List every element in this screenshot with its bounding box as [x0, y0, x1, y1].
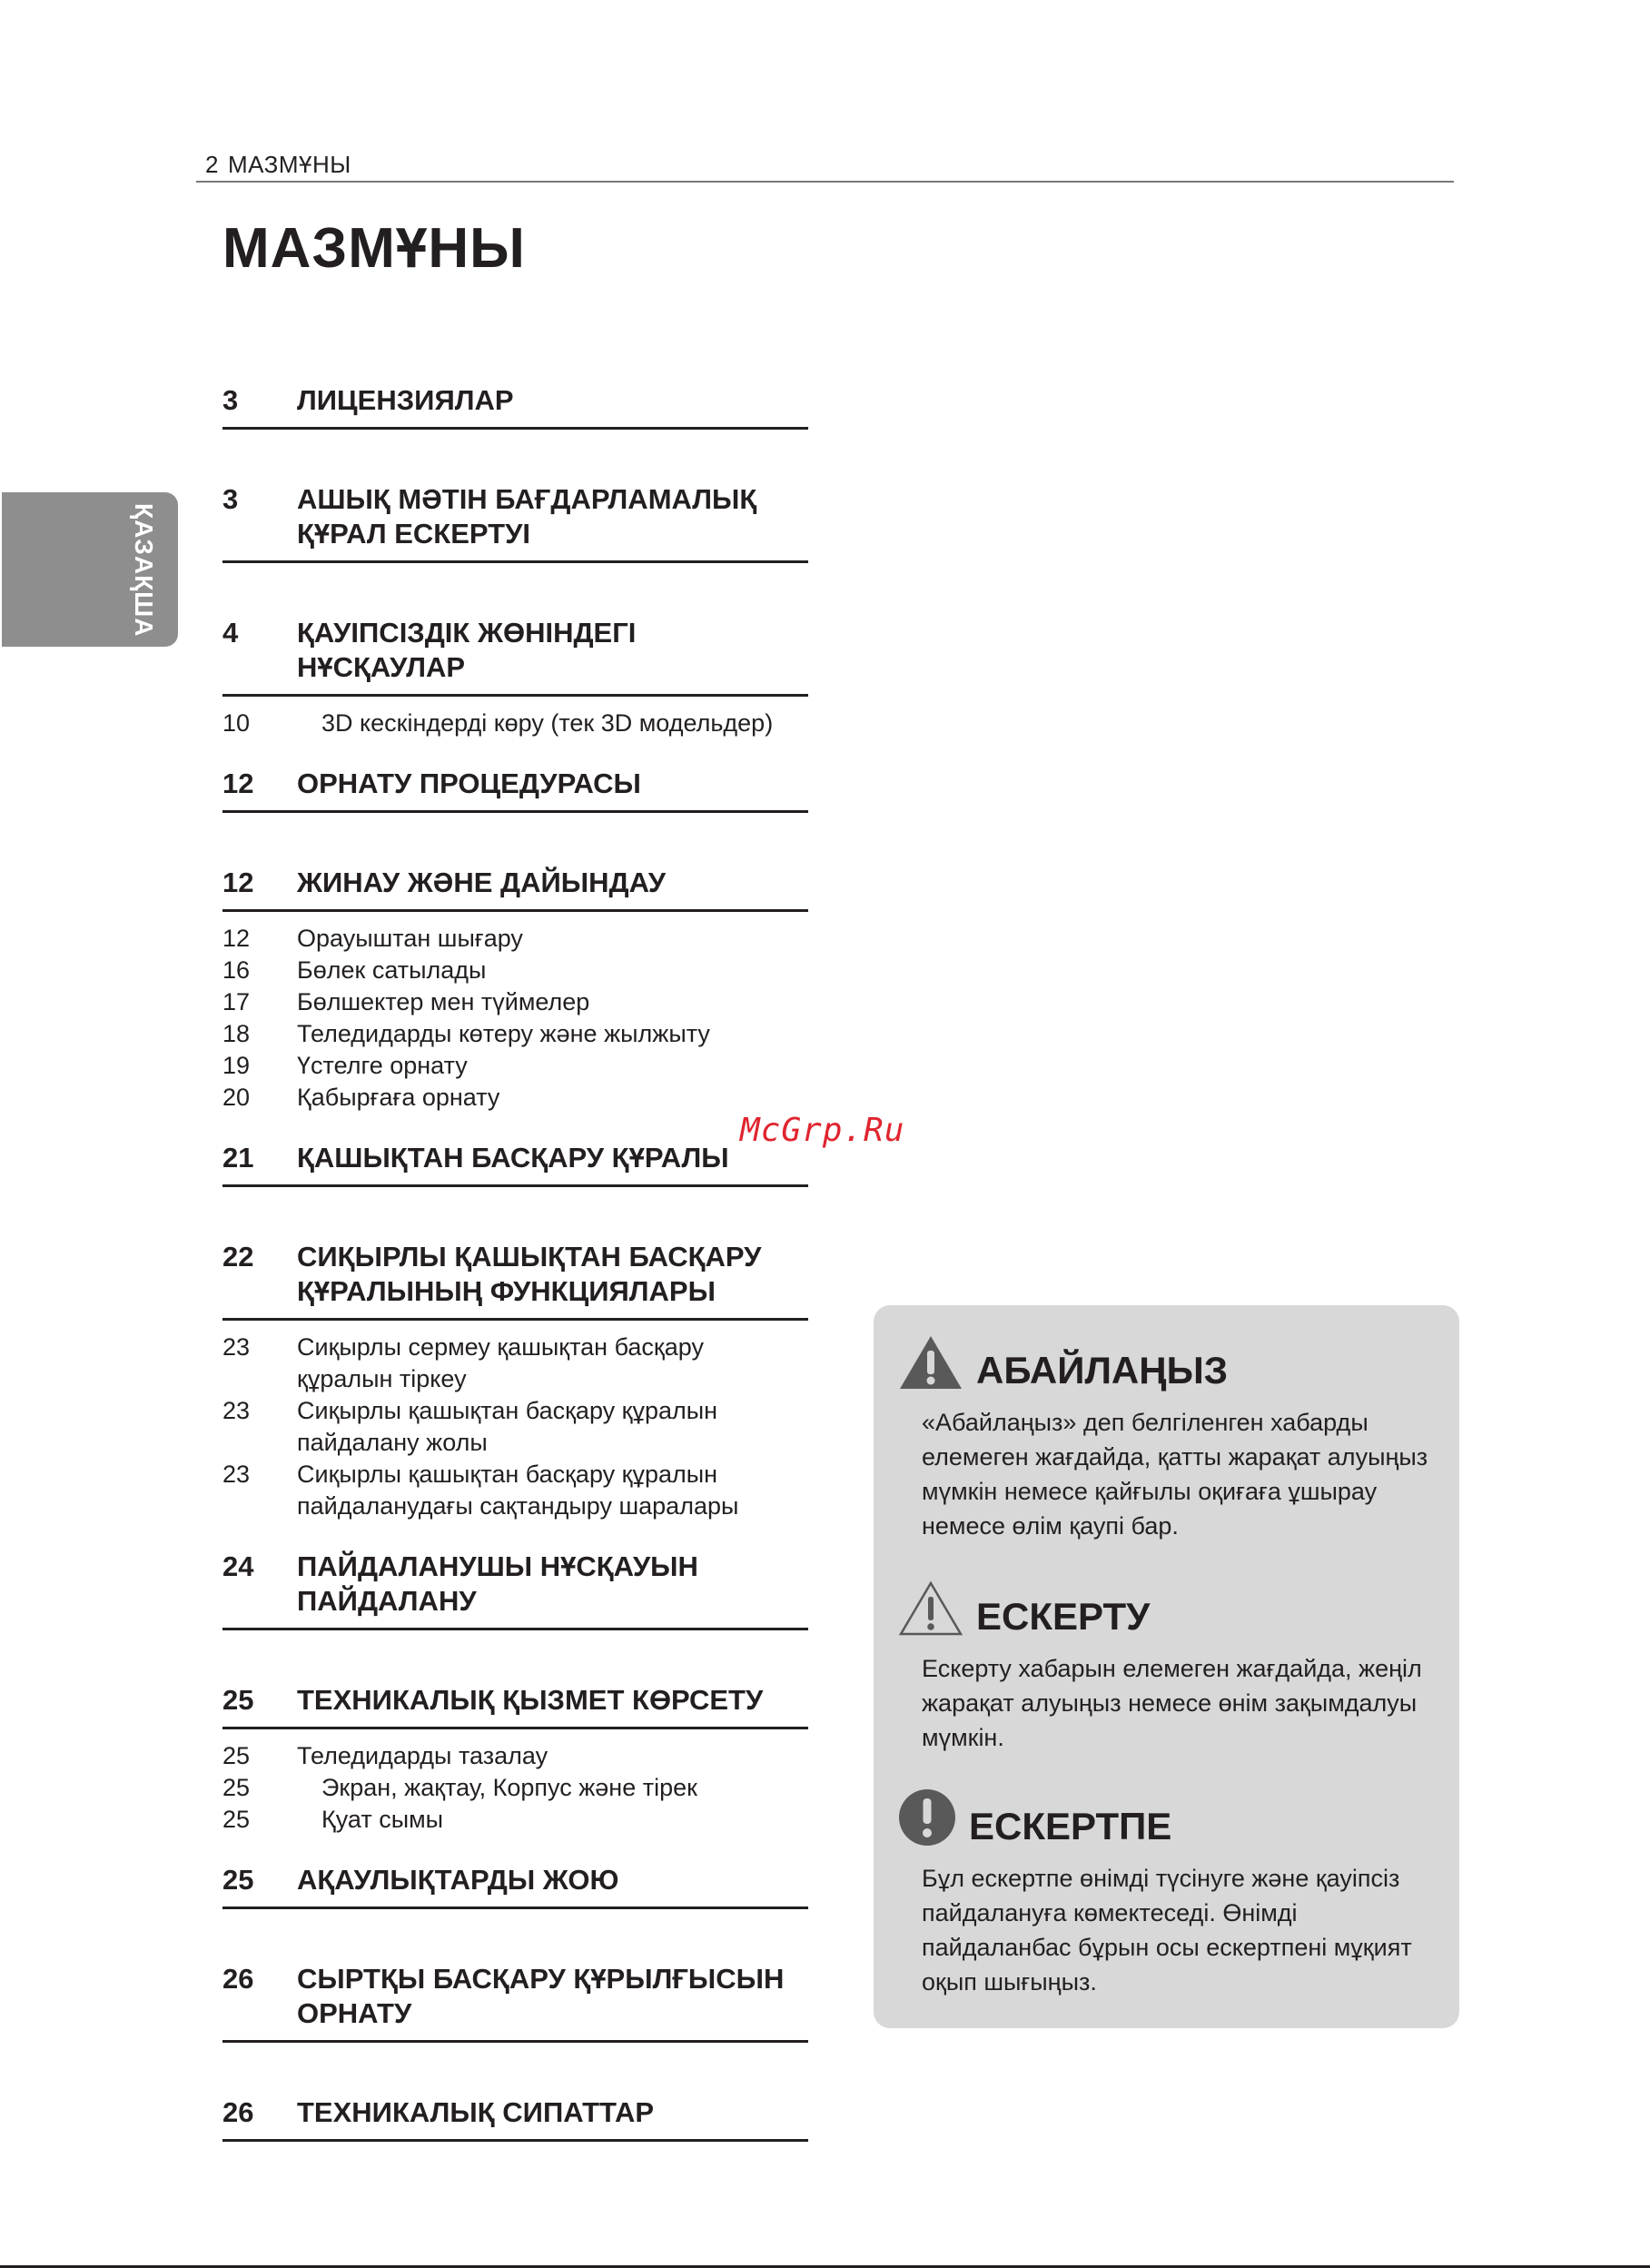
toc-section	[222, 1863, 808, 1909]
toc-section-title: ТЕХНИКАЛЫҚ СИПАТТАР	[297, 2096, 655, 2128]
toc-section-heading	[222, 482, 808, 563]
toc-section-title: ПАЙДАЛАНУШЫ НҰСҚАУЫН ПАЙДАЛАНУ	[297, 1550, 698, 1617]
toc-entry-page: 12	[222, 925, 251, 952]
toc-section-title: ҚАУІПСІЗДІК ЖӨНІНДЕГІ НҰСҚАУЛАР	[297, 617, 637, 683]
toc-entry-page: 25	[222, 1774, 251, 1801]
toc-section-heading	[222, 1863, 808, 1909]
toc-page-number: 4	[222, 617, 239, 649]
toc-page-number: 26	[222, 2096, 254, 2128]
toc-section	[222, 1550, 808, 1630]
toc-entry	[222, 1772, 808, 1804]
toc-section	[222, 1240, 808, 1321]
toc-entry-title: Сиқырлы сермеу қашықтан басқару құралын тіркеу	[297, 1333, 704, 1392]
toc-section-heading	[222, 1550, 808, 1630]
page-title: МАЗМҰНЫ	[222, 217, 526, 280]
toc-page-number: 25	[222, 1864, 254, 1896]
toc-entry-title: Сиқырлы қашықтан басқару құралын пайдалану жолы	[297, 1397, 718, 1456]
toc-entry-page: 18	[222, 1020, 251, 1047]
toc-section-title: АШЫҚ МӘТІН БАҒДАРЛАМАЛЫҚ ҚҰРАЛ ЕСКЕРТУІ	[297, 483, 757, 550]
toc-subentries	[222, 708, 808, 739]
notice-title: ЕСКЕРТПЕ	[969, 1805, 1172, 1847]
notice-text: Ескерту хабарын елемеген жағдайда, жеңіл жарақат алуыңыз немесе өнім зақымдалуы мүмкін.	[922, 1655, 1422, 1751]
notice-text: Бұл ескертпе өнімді түсінуге және қауіпсіз пайдалануға көмектеседі. Өнімді пайдаланбас бұрын осы ескертпені мұқият оқып шығыңыз.	[922, 1865, 1412, 1996]
toc-entry-title: Сиқырлы қашықтан басқару құралын пайдаланудағы сақтандыру шаралары	[297, 1461, 739, 1520]
toc-entry-page: 17	[222, 988, 251, 1015]
toc-entry-title: Бөлек сатылады	[297, 956, 487, 984]
toc-section-title: ОРНАТУ ПРОЦЕДУРАСЫ	[297, 768, 641, 799]
notice-text: «Абайлаңыз» деп белгіленген хабарды елемеген жағдайда, қатты жарақат алуыңыз мүмкін немесе қайғылы оқиғаға ұшырау немесе өлім қаупі бар.	[922, 1409, 1428, 1540]
toc-entry	[222, 1018, 808, 1050]
toc-entry-title: Бөлшектер мен түймелер	[297, 988, 590, 1015]
note-exclamation-circle-icon	[898, 1788, 956, 1847]
toc-section	[222, 616, 808, 697]
notice-warning	[898, 1334, 1443, 1543]
toc-section-heading	[222, 1683, 808, 1729]
toc-section-title: СИҚЫРЛЫ ҚАШЫҚТАН БАСҚАРУ ҚҰРАЛЫНЫҢ ФУНКЦИЯЛАРЫ	[297, 1241, 762, 1307]
toc-entry-title: Қабырғаға орнату	[297, 1084, 500, 1111]
toc-section	[222, 767, 808, 813]
toc-section	[222, 866, 808, 912]
toc-section-title: СЫРТҚЫ БАСҚАРУ ҚҰРЫЛҒЫСЫН ОРНАТУ	[297, 1963, 785, 2029]
toc-entry	[222, 923, 808, 955]
page-number: 2	[205, 151, 219, 178]
running-header	[205, 151, 351, 179]
toc-entry-page: 19	[222, 1052, 251, 1079]
toc-section-heading	[222, 616, 808, 697]
toc-section	[222, 482, 808, 563]
toc-entry-title: Қуат сымы	[321, 1806, 444, 1833]
toc-page-number: 12	[222, 768, 254, 799]
toc-section	[222, 1683, 808, 1729]
toc-section-heading	[222, 767, 808, 813]
watermark: McGrp.Ru	[740, 1112, 905, 1149]
toc-section-heading	[222, 1240, 808, 1321]
toc-entry	[222, 955, 808, 986]
toc-section-title: ЛИЦЕНЗИЯЛАР	[297, 384, 514, 416]
toc-entry-page: 25	[222, 1742, 251, 1769]
toc-section-heading	[222, 866, 808, 912]
running-title: МАЗМҰНЫ	[227, 151, 351, 178]
toc-subentries	[222, 923, 808, 1114]
toc-entry-page: 10	[222, 709, 251, 737]
toc-entry	[222, 986, 808, 1018]
toc-section-title: АҚАУЛЫҚТАРДЫ ЖОЮ	[297, 1864, 619, 1896]
toc-page-number: 3	[222, 384, 239, 416]
caution-triangle-outline-icon	[898, 1580, 963, 1637]
toc-entry	[222, 1082, 808, 1114]
toc-entry-title: 3D кескіндерді көру (тек 3D модельдер)	[321, 709, 774, 737]
language-tab-label: ҚАЗАҚША	[130, 503, 158, 638]
toc-section-title: ҚАШЫҚТАН БАСҚАРУ ҚҰРАЛЫ	[297, 1142, 729, 1174]
toc-section-heading	[222, 2095, 808, 2142]
toc-section-heading	[222, 1962, 808, 2043]
toc-entry-title: Орауыштан шығару	[297, 925, 523, 952]
toc-entry-title: Теледидарды тазалау	[297, 1742, 548, 1769]
toc-entry	[222, 1332, 808, 1395]
toc-page-number: 12	[222, 867, 254, 898]
toc-section	[222, 1962, 808, 2043]
toc-entry	[222, 1459, 808, 1522]
toc-section	[222, 383, 808, 430]
toc-section-heading	[222, 383, 808, 430]
toc-section-title: ТЕХНИКАЛЫҚ ҚЫЗМЕТ КӨРСЕТУ	[297, 1684, 764, 1716]
toc-entry-page: 20	[222, 1084, 251, 1111]
toc-page-number: 25	[222, 1684, 254, 1716]
notice-note	[898, 1788, 1443, 1999]
toc-section-title: ЖИНАУ ЖӘНЕ ДАЙЫНДАУ	[297, 867, 667, 898]
toc-entry-page: 23	[222, 1397, 251, 1424]
toc-page-number: 24	[222, 1550, 254, 1582]
toc-page-number: 26	[222, 1963, 254, 1995]
toc-entry-title: Үстелге орнату	[297, 1052, 468, 1079]
toc-subentries	[222, 1740, 808, 1836]
toc-entry	[222, 1804, 808, 1836]
toc-entry-title: Экран, жақтау, Корпус және тірек	[321, 1774, 697, 1801]
toc-page-number: 21	[222, 1142, 254, 1174]
notice-title: ЕСКЕРТУ	[976, 1595, 1151, 1638]
toc-section	[222, 1141, 808, 1187]
toc-entry-page: 16	[222, 956, 251, 984]
table-of-contents	[222, 363, 808, 2142]
language-side-tab	[2, 492, 178, 647]
warning-triangle-filled-icon	[898, 1334, 963, 1391]
toc-entry	[222, 1740, 808, 1772]
toc-entry-page: 23	[222, 1333, 251, 1361]
toc-entry	[222, 708, 808, 739]
toc-page-number: 3	[222, 483, 239, 515]
notice-panel	[874, 1305, 1459, 2028]
toc-entry-title: Теледидарды көтеру және жылжыту	[297, 1020, 710, 1047]
toc-entry-page: 23	[222, 1461, 251, 1488]
toc-section	[222, 2095, 808, 2142]
toc-page-number: 22	[222, 1241, 254, 1273]
header-rule	[196, 181, 1454, 183]
toc-entry	[222, 1050, 808, 1082]
toc-section-heading	[222, 1141, 808, 1187]
notice-caution	[898, 1580, 1443, 1755]
notice-title: АБАЙЛАҢЫЗ	[976, 1349, 1228, 1392]
toc-entry-page: 25	[222, 1806, 251, 1833]
toc-entry	[222, 1395, 808, 1459]
toc-subentries	[222, 1332, 808, 1522]
